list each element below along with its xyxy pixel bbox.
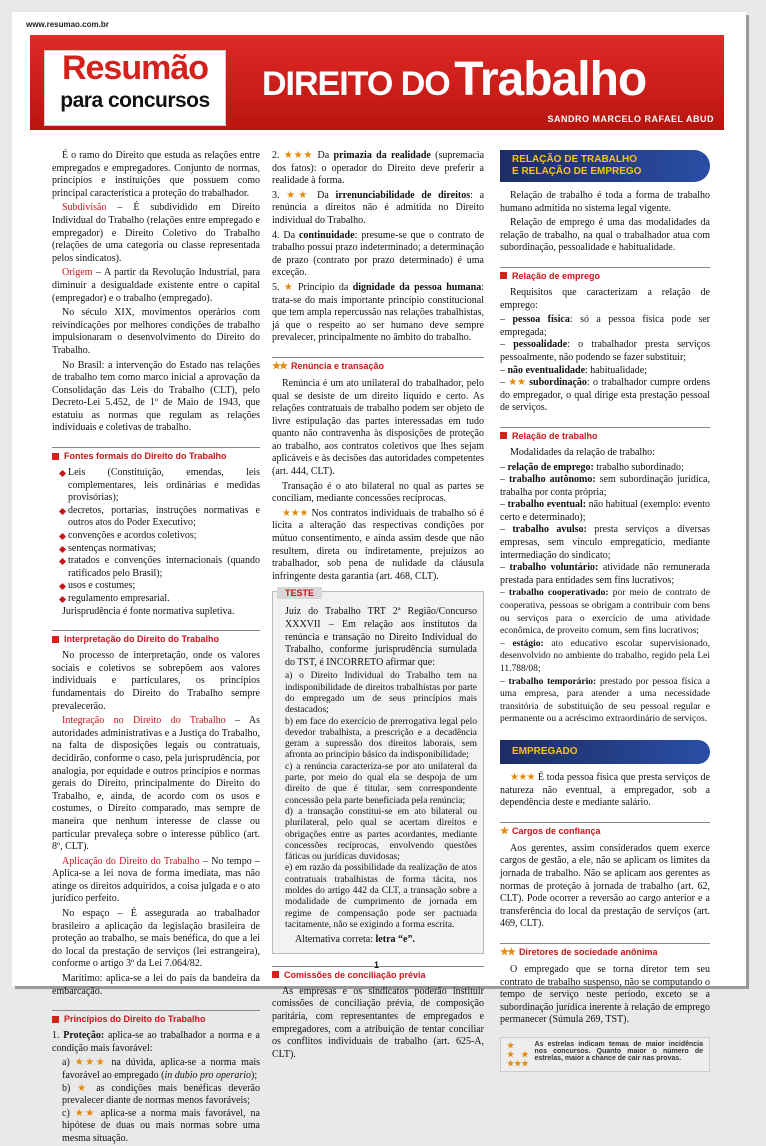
principio-prefix: Da bbox=[317, 150, 330, 161]
list-item: Leis (Constituição, emendas, leis complementares, leis ordinárias e medidas provisórias); bbox=[60, 467, 260, 505]
test-alternative: a) o Direito Individual do Trabalho tem na indisponibilidade de direitos trabalhistas por parte do empregado um de seus princípios mais destacados; bbox=[285, 671, 477, 716]
seculo-xix-paragraph: No século XIX, movimentos operários com reivindicações por melhores condições de trabalho impulsionaram o desenvolvimento do Direito do Trabalho. bbox=[52, 307, 260, 356]
list-item: tratados e convenções internacionais (quando ratificados pelo Brasil); bbox=[60, 555, 260, 580]
legend-text: As estrelas indicam temas de maior incidência nos concursos. Quanto maior o número de estrelas, maior a chance de cair nas provas. bbox=[534, 1040, 703, 1062]
star-icon: ★ bbox=[500, 825, 507, 837]
modalidade-name: trabalho temporário: bbox=[508, 676, 597, 687]
interpretacao-paragraph: No processo de interpretação, onde os valores sociais e coletivos se sobrepõem aos valores individuais e particulares, os princípios fundamentais do Direito do Trabalho sempre prevalecerão. bbox=[52, 650, 260, 712]
subitem-text: aplica-se a norma mais favorável, na hipótese de duas ou mais normas sobre uma mesma situação. bbox=[62, 1107, 260, 1144]
section-title: Princípios do Direito do Trabalho bbox=[64, 1014, 206, 1025]
section-title: Cargos de confiança bbox=[511, 826, 601, 837]
modalidade-text: por meio de contrato de cooperativa, pessoas se obrigam a contribuir com bens ou serviços para o exercício de uma atividade econômica, de proveito comum, sem fins lucrativos; bbox=[500, 588, 711, 637]
espaco-paragraph: No espaço – É assegurada ao trabalhador brasileiro a aplicação da legislação brasileira de proteção ao trabalho, se mais benéfica, do que a lei do local da prestação de serviços (lei estrangeira), conforme o artigo 3º da Lei 7.064/82. bbox=[52, 908, 260, 970]
modalidade-name: trabalho cooperativado: bbox=[508, 588, 609, 599]
list-item: convenções e acordos coletivos; bbox=[60, 530, 260, 543]
star-icon: ★★★ bbox=[74, 1057, 107, 1069]
box-heading-text: EMPREGADO bbox=[512, 745, 578, 757]
subitem-text-end: ); bbox=[251, 1070, 258, 1081]
principio-text: : a renúncia a direitos não é admitida no Direito individual do Trabalho. bbox=[272, 189, 485, 226]
section-renuncia-heading bbox=[272, 357, 484, 372]
modalidade-text: ato educativo escolar supervisionado, desenvolvido no ambiente do trabalho, regido pela Lei 11.788/08; bbox=[500, 638, 710, 674]
jurisprudencia-note: Jurisprudência é fonte normativa supletiva. bbox=[62, 605, 235, 617]
principio-text: : presume-se que o contrato de trabalho possui prazo indeterminado; a determinação de prazo (contrato por prazo determinado) é uma exceção. bbox=[272, 229, 485, 279]
section-interpretacao-heading bbox=[52, 630, 260, 644]
column-1 bbox=[52, 150, 260, 1146]
page-title bbox=[262, 52, 646, 107]
modalidade-name: trabalho autônomo: bbox=[508, 474, 596, 486]
subitem-emphasis: in dubio pro operario bbox=[164, 1070, 252, 1081]
empregado-paragraph bbox=[500, 772, 710, 810]
star-icon: ★★★ bbox=[510, 771, 535, 783]
square-bullet-icon bbox=[500, 432, 507, 439]
renuncia-paragraph: Renúncia é um ato unilateral do trabalhador, pelo qual se desiste de um direito líquido e certo. As relações contratuais de trabalho podem ser objeto de livre estipulação das partes interessadas em tudo quanto não contravenha às disposições de proteção ao trabalho, aos contratos coletivos que lhes sejam aplicáveis e às decisões das autoridades competentes (art. 444, CLT). bbox=[272, 377, 484, 478]
brasil-paragraph: No Brasil: a intervenção do Estado nas relações de trabalho tem como marco inicial a aprovação da Consolidação das Leis do Trabalho (CLT), pelo Decreto-Lei 5.452, de 1º de Maio de 1943, que estatuiu as normas que regulam as relações individuais e coletivas de trabalho. bbox=[52, 359, 260, 434]
star-icon: ★★ bbox=[508, 377, 526, 389]
star-icon: ★★★ bbox=[283, 150, 314, 161]
test-alternative: e) em razão da possibilidade da realização de atos contratuais trabalhistas de forma tácita, nos moldes do artigo 442 da CLT, a transação sobre a modalidade de cumprimento de jornada em regime de compensação pode ser pactuada tacitamente, não se exigindo a forma escrita. bbox=[285, 863, 477, 930]
section-title: Renúncia e transação bbox=[290, 361, 384, 372]
modalidade-text: trabalho subordinado; bbox=[593, 461, 684, 473]
section-fontes-heading bbox=[52, 447, 260, 461]
principio-name: dignidade da pessoa humana bbox=[352, 281, 482, 293]
test-alternative: d) a transação constitui-se em ato bilateral ou plurilateral, pelo qual se acertam direitos e obrigações entre as partes acordantes, mediante concessões recíprocas, envolvendo questões fáticas ou jurídicas duvidosas; bbox=[285, 806, 477, 863]
section-title: Relação de trabalho bbox=[512, 430, 598, 441]
box-heading-line-1: RELAÇÃO DE TRABALHO bbox=[512, 154, 637, 165]
logo-line-1: Resumão bbox=[61, 49, 209, 87]
star-icon: ★★ bbox=[500, 946, 514, 958]
test-box bbox=[272, 588, 484, 953]
test-alternative: b) em face do exercício de prerrogativa legal pelo devedor trabalhista, a prescrição e a decadência geram a supressão dos direitos laborais, sem afronta ao princípio básico da indisponibilidade; bbox=[285, 716, 477, 761]
square-bullet-icon bbox=[52, 453, 59, 460]
modalidade-name: relação de emprego: bbox=[507, 461, 594, 473]
principio-2: 2. ★★★ Da primazia da realidade (supremacia dos fatos): o operador do Direito deve preferir a realidade à forma. bbox=[272, 150, 485, 187]
modalidade-item: – trabalho temporário: prestado por pessoa física a uma empresa, para atender a uma necessidade transitória de substituição de seu pessoal regular e permanente ou a acréscimo extraordinário de serviços. bbox=[500, 676, 711, 725]
subitem-text: as condições mais benéficas deverão prevalecer diante de normas menos favoráveis; bbox=[62, 1082, 260, 1107]
modalidade-name: estágio: bbox=[512, 638, 544, 649]
transacao-paragraph: Transação é o ato bilateral no qual as partes se conciliam, mediante concessões recíprocas. bbox=[272, 480, 484, 505]
section-cargos-heading bbox=[500, 822, 710, 837]
modalidade-item: – relação de emprego: trabalho subordinado; bbox=[500, 461, 684, 473]
column-3 bbox=[500, 150, 710, 1072]
section-relacao-emprego-heading bbox=[500, 267, 710, 281]
principio-prefix: Princípio da bbox=[297, 281, 349, 293]
requisito-name: pessoa física bbox=[512, 314, 570, 326]
requisito-text: : o trabalhador presta serviços pessoalmente, não podendo se fazer substituir; bbox=[500, 339, 710, 363]
principio-prefix: Da bbox=[283, 229, 296, 241]
requisito-name: pessoalidade bbox=[513, 339, 568, 351]
paragraph-text: É toda pessoa física que presta serviços de natureza não eventual, a empregador, sob a dependência deste e mediante salário. bbox=[500, 771, 710, 809]
star-icon: ★★ bbox=[74, 1107, 96, 1119]
list-item: usos e costumes; bbox=[60, 580, 260, 593]
star-icon: ★ bbox=[283, 281, 294, 293]
star-icon: ★★ bbox=[272, 360, 286, 372]
column-2 bbox=[272, 150, 484, 1063]
subdivisao-label: Subdivisão bbox=[62, 202, 107, 214]
answer-label: Alternativa correta: bbox=[295, 934, 374, 946]
principio-name: irrenunciabilidade de direitos bbox=[335, 189, 471, 201]
principio-prefix: Da bbox=[317, 189, 329, 201]
alteracao-paragraph bbox=[272, 508, 484, 584]
subdivisao-paragraph bbox=[52, 202, 260, 265]
requisito-text: : habitualidade; bbox=[585, 364, 647, 376]
test-question: Juiz do Trabalho TRT 2ª Região/Concurso XXXVII – Em relação aos institutos da renúncia e transação no Direito Individual do Trabalho, conforme jurisprudência sumulada do TST, é INCORRETO afirmar que: bbox=[285, 606, 477, 668]
protecao-text: aplica-se ao trabalhador a norma e a condição mais favorável: bbox=[52, 1030, 260, 1054]
square-bullet-icon bbox=[52, 1016, 59, 1023]
list-item: sentenças normativas; bbox=[60, 543, 260, 556]
section-title: Comissões de conciliação prévia bbox=[284, 969, 426, 980]
comissoes-paragraph: As empresas e os sindicatos poderão instituir comissões de conciliação prévia, de composição paritária, com representantes de empregados e empregadores, com a atribuição de tentar conciliar os conflitos individuais de trabalho (art. 625-A, CLT). bbox=[272, 985, 484, 1060]
title-part-1: DIREITO DO bbox=[262, 65, 450, 103]
modalidade-item: – trabalho eventual: não habitual (exemplo: evento certo e determinado); bbox=[500, 499, 711, 523]
protecao-subitem-c: c) ★★ aplica-se a norma mais favorável, na hipótese de duas ou mais normas sobre uma mesma situação. bbox=[62, 1107, 260, 1144]
relacao-trabalho-paragraph: Relação de trabalho é toda a forma de trabalho humano admitida no sistema legal vigente. bbox=[500, 190, 710, 214]
requisito-text: : só a pessoa física pode ser empregada; bbox=[500, 314, 710, 338]
origem-paragraph bbox=[52, 267, 260, 305]
requisitos-intro: Requisitos que caracterizam a relação de emprego: bbox=[500, 286, 710, 311]
principio-5: 5. ★ Princípio da dignidade da pessoa humana: trata-se do mais importante princípio constitucional que tem ampla repercussão nas relações trabalhistas, já que o respeito ao ser humano deve sempre prevalecer, principalmente no âmbito do trabalho. bbox=[272, 281, 485, 344]
aplicacao-text: – No tempo – Aplica-se a lei nova de forma imediata, mas não atinge os direitos adquiridos, a coisa julgada e o ato jurídico perfeito. bbox=[52, 855, 261, 905]
requisito-item: – ★★ subordinação: o trabalhador cumpre ordens do empregador, o qual dirige esta prestação pessoal de serviços. bbox=[500, 377, 711, 414]
star-icon: ★★ bbox=[286, 189, 311, 201]
section-title: Diretores de sociedade anônima bbox=[518, 947, 658, 958]
list-item: regulamento empresarial. bbox=[60, 593, 260, 606]
site-url[interactable]: www.resumao.com.br bbox=[26, 20, 109, 29]
principio-4: 4. Da continuidade: presume-se que o contrato de trabalho possui prazo indeterminado; a determinação de prazo (contrato por prazo determinado) é uma exceção. bbox=[272, 229, 485, 279]
protecao-subitem-a: a) ★★★ na dúvida, aplica-se a norma mais favorável ao empregado (in dubio pro operario); bbox=[62, 1057, 260, 1081]
modalidade-item: – estágio: ato educativo escolar supervisionado, desenvolvido no ambiente do trabalho, regido pela Lei 11.788/08; bbox=[500, 638, 710, 674]
modalidade-text: prestado por pessoa física a uma empresa, para atender a uma necessidade transitória de substituição de seu pessoal regular e permanente ou a acréscimo extraordinário de serviços. bbox=[500, 676, 711, 725]
page-number: 1 bbox=[374, 960, 380, 970]
author-name: SANDRO MARCELO RAFAEL ABUD bbox=[547, 114, 714, 124]
modalidade-item: – trabalho autônomo: sem subordinação jurídica, trabalha por conta própria; bbox=[500, 474, 710, 498]
principio-text: : trata-se do mais importante princípio constitucional que tem ampla repercussão nas relações trabalhistas, já que o respeito ao ser humano deve sempre prevalecer, principalmente no âmbito do trabalho. bbox=[272, 281, 485, 344]
cargos-paragraph: Aos gerentes, assim considerados quem exerce cargos de gestão, a ele, não se aplicam os limites da jornada de trabalho. Não se aplicam aos gerentes as normas de proteção à jornada de trabalho (art. 62, CLT). Pode ocorrer a reversão ao cargo anterior e a transferência do local da prestação de serviços (art. 469, CLT). bbox=[500, 842, 710, 930]
fontes-list bbox=[52, 467, 260, 606]
integracao-label: Integração no Direito do Trabalho bbox=[62, 715, 226, 727]
title-part-2: Trabalho bbox=[454, 53, 647, 106]
section-principios-heading bbox=[52, 1010, 260, 1024]
modalidade-name: trabalho avulso: bbox=[512, 524, 587, 536]
requisito-text: : o trabalhador cumpre ordens do empregador, o qual dirige esta prestação pessoal de serviços. bbox=[500, 377, 711, 414]
modalidade-name: trabalho eventual: bbox=[507, 499, 587, 511]
protecao-label: Proteção: bbox=[63, 1030, 105, 1042]
star-icon: ★ bbox=[77, 1082, 90, 1094]
modalidade-item: – trabalho cooperativado: por meio de contrato de cooperativa, pessoas se obrigam a contribuir com bens ou serviços para o exercício de uma atividade econômica, de proveito comum, sem fins lucrativos; bbox=[500, 588, 711, 637]
star-legend bbox=[500, 1037, 710, 1072]
modalidade-item: – trabalho avulso: presta serviços a diversas empresas, sem vínculo empregatício, mediante intermediação do sindicato; bbox=[500, 524, 711, 561]
section-title: Relação de emprego bbox=[512, 270, 601, 281]
requisito-name: subordinação bbox=[529, 377, 587, 389]
star-icon: ★★★ bbox=[282, 507, 309, 519]
modalidade-text: não habitual (exemplo: evento certo e determinado); bbox=[500, 499, 711, 523]
answer-value: letra “e”. bbox=[375, 934, 415, 946]
principio-3: 3. ★★ Da irrenunciabilidade de direitos: a renúncia a direitos não é admitida no Direito individual do Trabalho. bbox=[272, 189, 485, 226]
section-title: Fontes formais do Direito do Trabalho bbox=[64, 451, 227, 462]
diretores-paragraph: O empregado que se torna diretor tem seu contrato de trabalho suspenso, não se computando o tempo de serviço neste período, exceto se a subordinação jurídica inerente à relação de emprego permanecer (Súmula 269, TST). bbox=[500, 963, 710, 1026]
maritimo-paragraph: Marítimo: aplica-se a lei do país da bandeira da embarcação. bbox=[52, 973, 260, 997]
intro-paragraph: É o ramo do Direito que estuda as relações entre empregados e empregadores. Conjunto de normas, princípios e instituições que possuem como principal característica a proteção do trabalhador. bbox=[52, 150, 260, 199]
star-legend-icon: ★ ★★ ★★★ bbox=[507, 1040, 529, 1068]
modalidade-item: – trabalho voluntário: atividade não remunerada prestada para entidades sem fins lucrativos; bbox=[500, 562, 710, 586]
test-label: TESTE bbox=[277, 587, 322, 599]
list-item: decretos, portarias, instruções normativas e outros atos do Poder Executivo; bbox=[60, 505, 260, 530]
requisito-item: – não eventualidade: habitualidade; bbox=[500, 364, 647, 376]
test-alternative: c) a renúncia caracteriza-se por ato unilateral da parte, por meio do qual ela se despoja de um direito de que é titular, sem correspondente concessão pela parte beneficiada pela renúncia; bbox=[285, 761, 477, 806]
modalidade-name: trabalho voluntário: bbox=[509, 562, 599, 574]
logo-line-2: para concursos bbox=[60, 89, 210, 112]
test-answer bbox=[285, 934, 477, 947]
principio-text: (supremacia dos fatos): o operador do Direito deve preferir a realidade à forma. bbox=[272, 150, 485, 187]
requisito-item: – pessoa física: só a pessoa física pode ser empregada; bbox=[500, 314, 710, 338]
test-alternatives bbox=[285, 671, 477, 931]
requisito-item: – pessoalidade: o trabalhador presta serviços pessoalmente, não podendo se fazer substituir; bbox=[500, 339, 710, 363]
box-heading-line-2: E RELAÇÃO DE EMPREGO bbox=[512, 166, 642, 177]
section-diretores-heading bbox=[500, 943, 710, 958]
section-title: Interpretação do Direito do Trabalho bbox=[64, 634, 220, 645]
square-bullet-icon bbox=[52, 636, 59, 643]
relacao-emprego-paragraph: Relação de emprego é uma das modalidades da relação de trabalho, na qual o trabalhador atua com subordinação, pessoalidade e habitualidade. bbox=[500, 217, 710, 254]
principio-name: continuidade bbox=[298, 229, 355, 241]
square-bullet-icon bbox=[500, 272, 507, 279]
box-empregado-heading bbox=[500, 740, 710, 764]
origem-label: Origem bbox=[62, 267, 93, 279]
modalidade-text: sem subordinação jurídica, trabalha por conta própria; bbox=[500, 474, 710, 498]
subdivisao-text: – É subdividido em Direito Individual do Trabalho (relações entre empregado e empregador) e Direito Coletivo do Trabalho (relações de uma categoria ou classe representada pelos sindicatos). bbox=[52, 202, 260, 264]
section-relacao-trabalho-heading bbox=[500, 427, 710, 441]
protecao-paragraph: 1. Proteção: aplica-se ao trabalhador a norma e a condição mais favorável: bbox=[52, 1030, 260, 1054]
box-relacao-heading bbox=[500, 150, 710, 182]
requisito-name: não eventualidade bbox=[507, 364, 586, 376]
integracao-paragraph bbox=[52, 715, 260, 854]
square-bullet-icon bbox=[272, 971, 279, 978]
origem-text: – A partir da Revolução Industrial, para diminuir a desigualdade existente entre o capital (empregador) e o trabalho (empregado). bbox=[52, 267, 261, 304]
modalidades-intro: Modalidades da relação de trabalho: bbox=[510, 446, 655, 458]
protecao-subitem-b: b) ★ as condições mais benéficas deverão prevalecer diante de normas menos favoráveis; bbox=[62, 1082, 260, 1107]
modalidade-text: presta serviços a diversas empresas, sem vínculo empregatício, mediante intermediação do sindicato; bbox=[500, 524, 711, 561]
modalidade-text: atividade não remunerada prestada para entidades sem fins lucrativos; bbox=[500, 562, 710, 586]
subitem-text: na dúvida, aplica-se a norma mais favorável ao empregado ( bbox=[62, 1057, 260, 1081]
aplicacao-paragraph bbox=[52, 856, 260, 906]
brand-logo bbox=[44, 50, 226, 126]
aplicacao-label: Aplicação do Direito do Trabalho bbox=[62, 855, 200, 867]
integracao-text: – As autoridades administrativas e a Justiça do Trabalho, na falta de disposições legais ou contratuais, decidirão, conforme o caso, pela jurisprudência, por analogia, por equidade e outros princípios e normas gerais do Direito, principalmente do Direito do Trabalho, e, ainda, de acordo com os usos e costumes, o Direito comparado, mas sempre de maneira que nenhum interesse de classe ou particular prevaleça sobre o interesse público (art. 8º, CLT). bbox=[52, 715, 260, 853]
paragraph-text: Nos contratos individuais de trabalho só é lícita a alteração das respectivas condições por mútuo consentimento, e ainda assim desde que não resultem, direta ou indiretamente, prejuízos ao trabalhador, sob pena de nulidade da cláusula infringente desta garantia (art. 468, CLT). bbox=[272, 507, 484, 582]
principio-name: primazia da realidade bbox=[333, 150, 431, 161]
